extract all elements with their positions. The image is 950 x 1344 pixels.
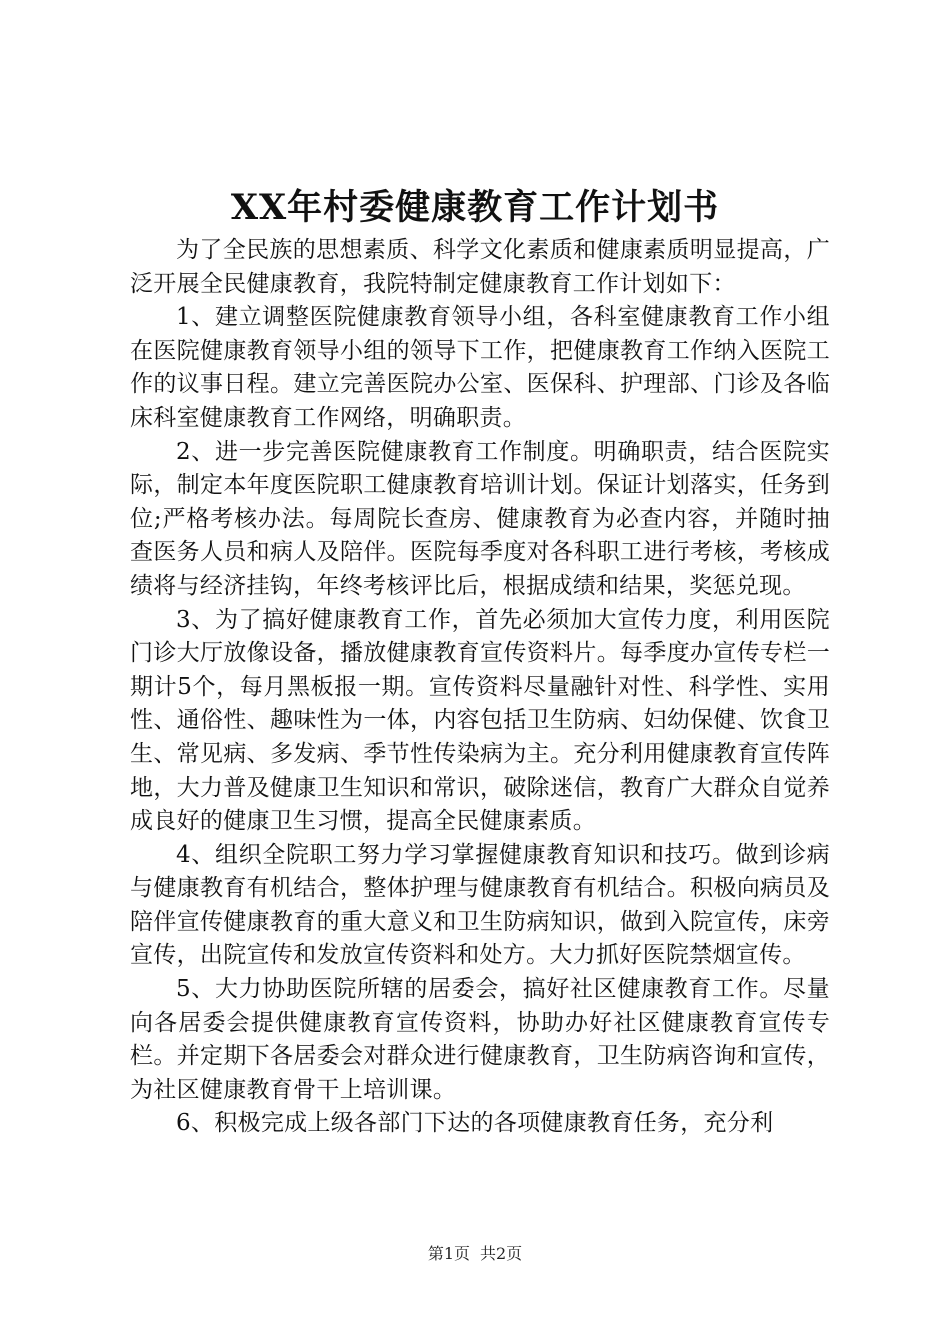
paragraph-item-2: 2、进一步完善医院健康教育工作制度。明确职责，结合医院实际，制定本年度医院职工健康教育培训计划。保证计划落实，任务到位;严格考核办法。每周院长查房、健康教育为必查内容，并随时抽查医务人员和病人及陪伴。医院每季度对各科职工进行考核，考核成绩将与经济挂钩，年终考核评比后，根据成绩和结果，奖惩兑现。: [130, 438, 830, 599]
document-body: [130, 234, 830, 1141]
paragraph-item-5: 5、大力协助医院所辖的居委会，搞好社区健康教育工作。尽量向各居委会提供健康教育宣传资料，协助办好社区健康教育宣传专栏。并定期下各居委会对群众进行健康教育，卫生防病咨询和宣传，为社区健康教育骨干上培训课。: [130, 976, 830, 1103]
intro-paragraph: 为了全民族的思想素质、科学文化素质和健康素质明显提高，广泛开展全民健康教育，我院特制定健康教育工作计划如下：: [130, 237, 830, 297]
page-number: 第1页: [427, 1244, 470, 1263]
paragraph-item-3: 3、为了搞好健康教育工作，首先必须加大宣传力度，利用医院门诊大厅放像设备，播放健康教育宣传资料片。每季度办宣传专栏一期计5个，每月黑板报一期。宣传资料尽量融针对性、科学性、实用性、通俗性、趣味性为一体，内容包括卫生防病、妇幼保健、饮食卫生、常见病、多发病、季节性传染病为主。充分利用健康教育宣传阵地，大力普及健康卫生知识和常识，破除迷信，教育广大群众自觉养成良好的健康卫生习惯，提高全民健康素质。: [130, 606, 830, 835]
paragraph-item-6: 6、积极完成上级各部门下达的各项健康教育任务，充分利: [176, 1110, 774, 1137]
page-footer: [0, 1243, 950, 1265]
document-title: XX年村委健康教育工作计划书: [230, 187, 720, 228]
paragraph-item-1: 1、建立调整医院健康教育领导小组，各科室健康教育工作小组在医院健康教育领导小组的领导下工作，把健康教育工作纳入医院工作的议事日程。建立完善医院办公室、医保科、护理部、门诊及各临床科室健康教育工作网络，明确职责。: [130, 304, 830, 431]
paragraph-item-4: 4、组织全院职工努力学习掌握健康教育知识和技巧。做到诊病与健康教育有机结合，整体护理与健康教育有机结合。积极向病员及陪伴宣传健康教育的重大意义和卫生防病知识，做到入院宣传，床旁宣传，出院宣传和发放宣传资料和处方。大力抓好医院禁烟宣传。: [130, 841, 830, 969]
page-total: 共2页: [480, 1244, 523, 1263]
